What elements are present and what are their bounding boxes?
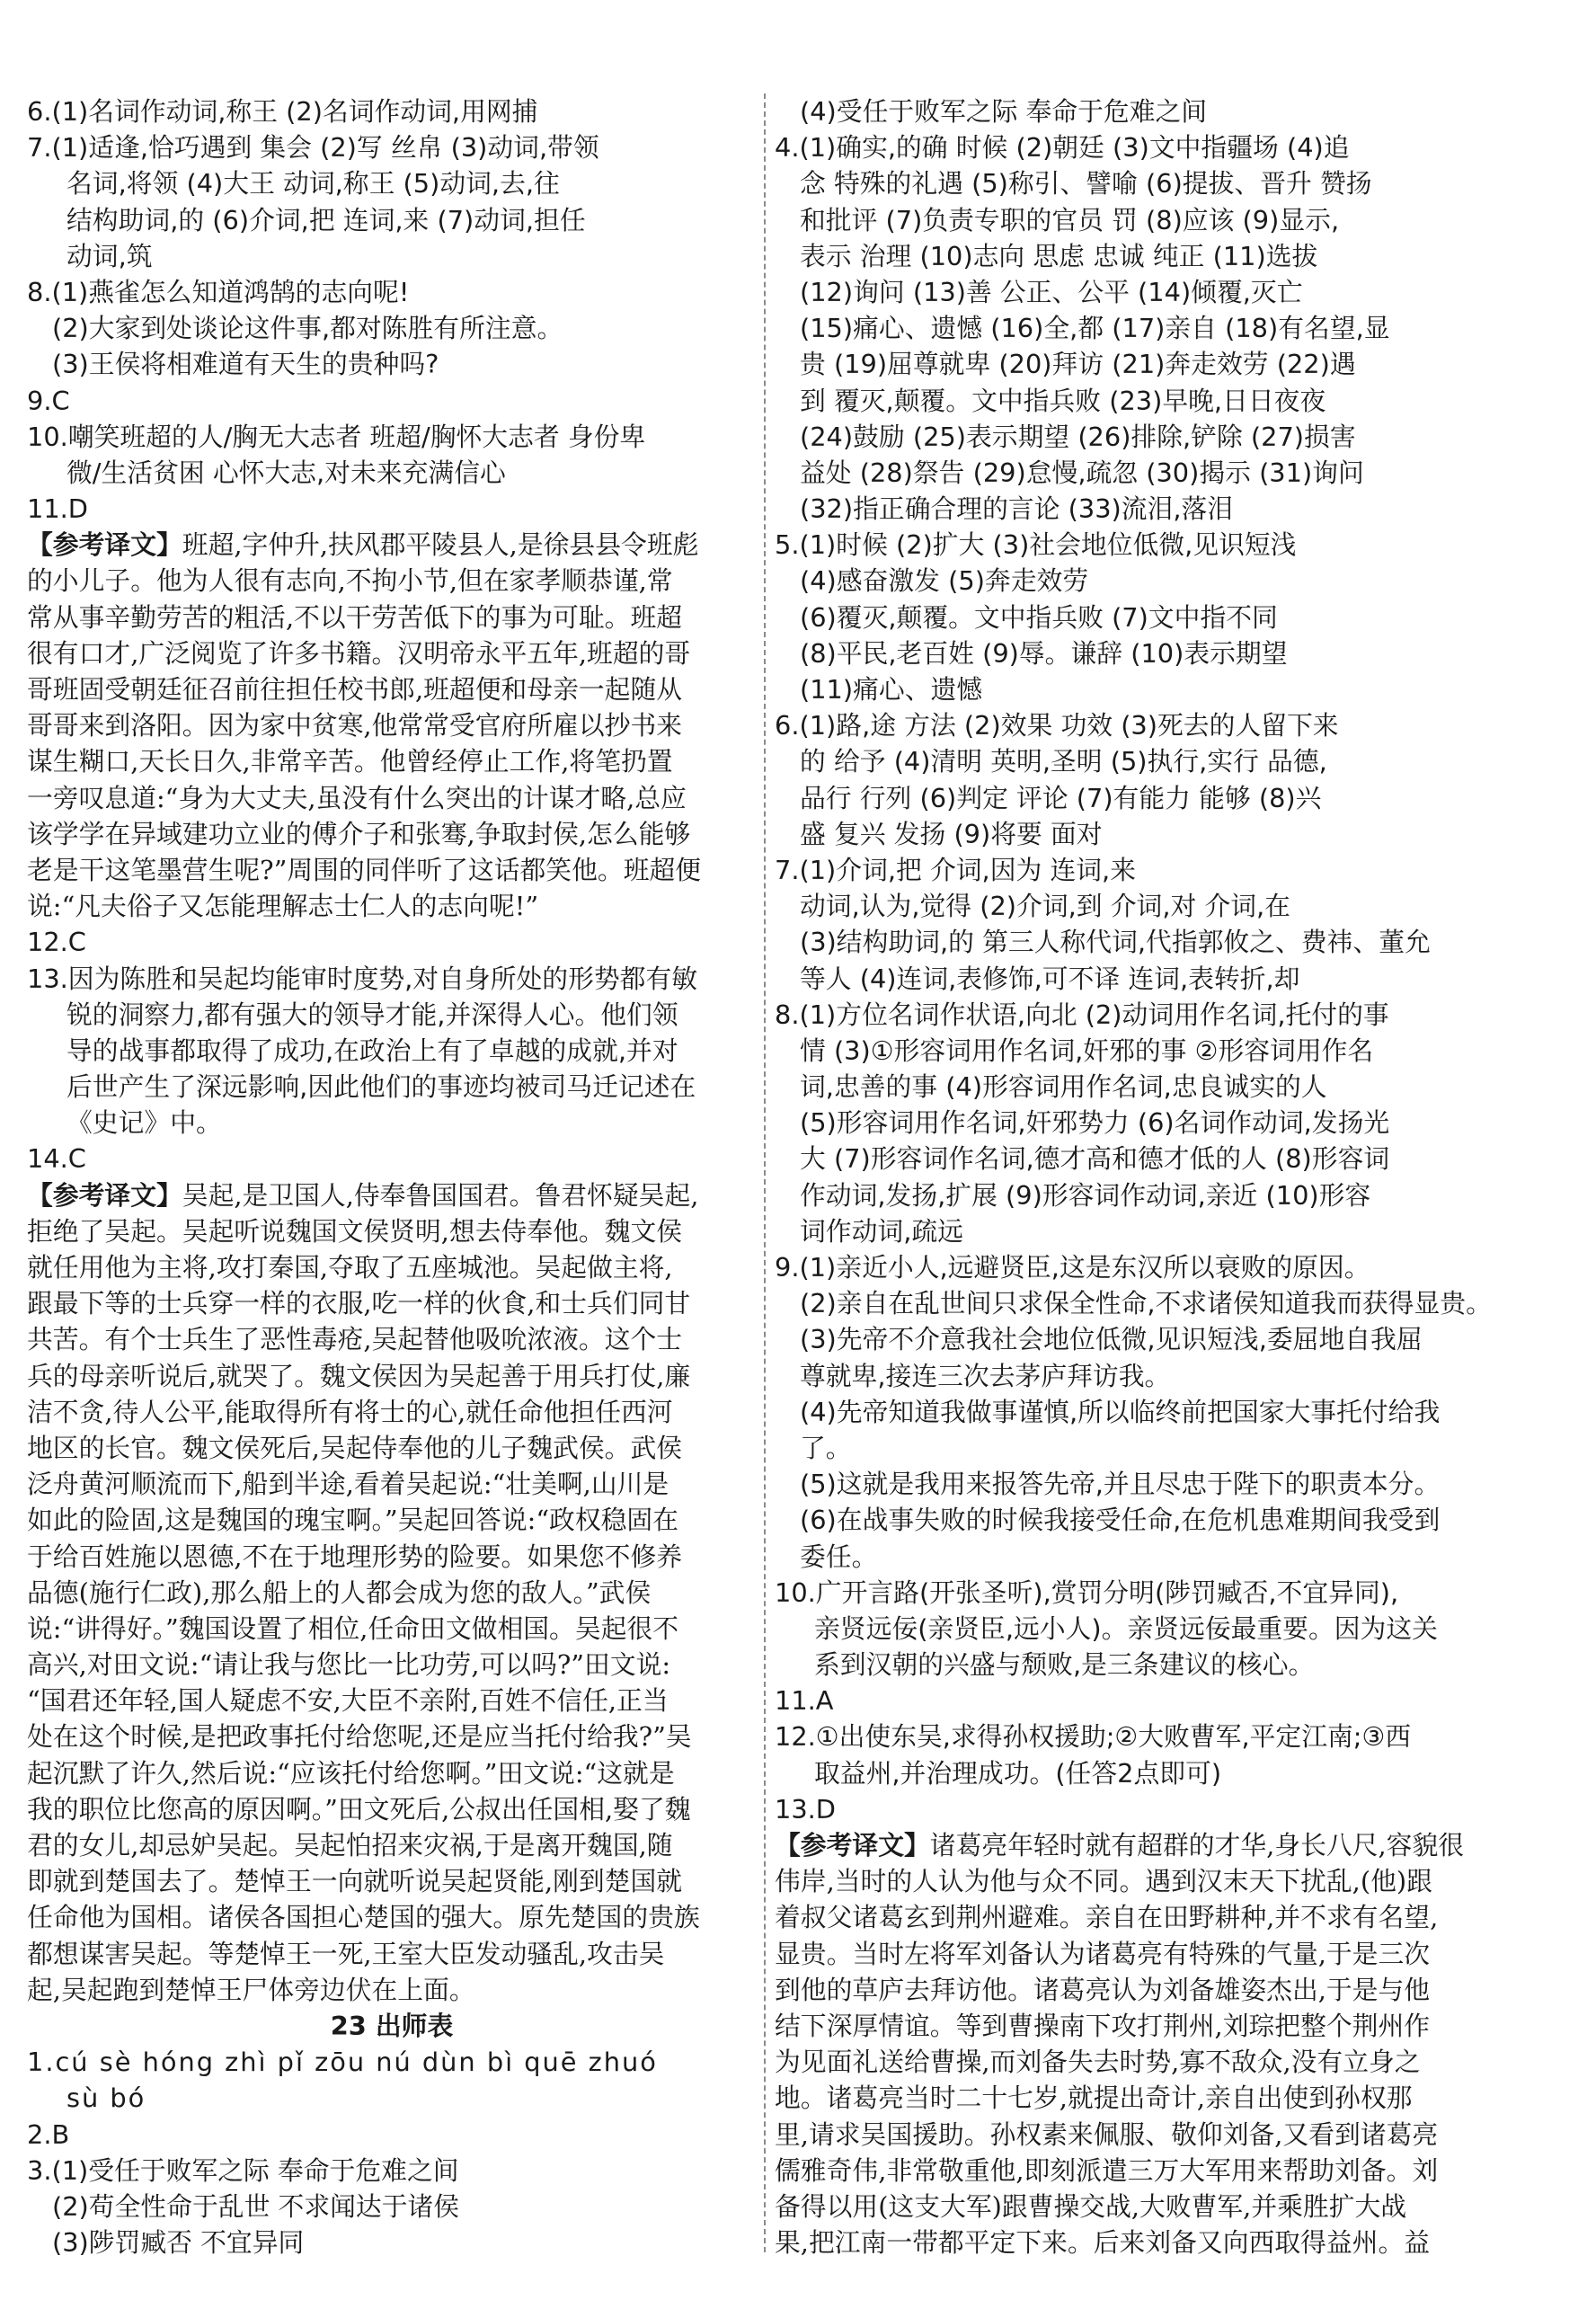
text-line: 动词,筑 [66, 240, 153, 271]
text-line: 名词,将领 (4)大王 动词,称王 (5)动词,去,往 [66, 168, 560, 200]
text-line: 导的战事都取得了成功,在政治上有了卓越的成就,并对 [66, 1035, 678, 1066]
text-line: 6.(1)路,途 方法 (2)效果 功效 (3)死去的人留下来 [775, 710, 1339, 742]
text-line: 儒雅奇伟,非常敬重他,即刻派遣三万大军用来帮助刘备。刘 [775, 2154, 1439, 2186]
text-line: 14.C [27, 1143, 86, 1175]
text-line: “国君还年轻,国人疑虑不安,大臣不亲附,百姓不信任,正当 [27, 1685, 669, 1717]
text-line: 13.D [775, 1793, 836, 1825]
text-line: 到 覆灭,颠覆。文中指兵败 (23)早晚,日日夜夜 [800, 385, 1326, 416]
text-line: 作动词,发扬,扩展 (9)形容词作动词,亲近 (10)形容 [800, 1179, 1371, 1211]
text-line: (4)先帝知道我做事谨慎,所以临终前把国家大事托付给我 [800, 1396, 1441, 1427]
text-line: 里,请求吴国援助。孙权素来佩服、敬仰刘备,又看到诸葛亮 [775, 2118, 1439, 2150]
text-line: (24)鼓励 (25)表示期望 (26)排除,铲除 (27)损害 [800, 421, 1356, 452]
text-line: 于给百姓施以恩德,不在于地理形势的险要。如果您不修养 [27, 1541, 683, 1572]
text-line: 起沉默了许久,然后说:“应该托付给您啊。”田文说:“这就是 [27, 1757, 675, 1789]
text-line: 果,把江南一带都平定下来。后来刘备又向西取得益州。益 [775, 2227, 1431, 2259]
text-line: 盛 复兴 发扬 (9)将要 面对 [800, 818, 1103, 849]
text-line: 地区的长官。魏文侯死后,吴起侍奉他的儿子魏武侯。武侯 [27, 1432, 683, 1463]
reference-translation-label: 【参考译文】 [27, 529, 182, 561]
text-line: 着叔父诸葛玄到荆州避难。亲自在田野耕种,并不求有名望, [775, 1902, 1439, 1933]
text-line: 共苦。有个士兵生了恶性毒疮,吴起替他吸吮浓液。这个士 [27, 1324, 683, 1355]
text-line: 君的女儿,却忌妒吴起。吴起怕招来灾祸,于是离开魏国,随 [27, 1830, 673, 1860]
text-line: (6)覆灭,颠覆。文中指兵败 (7)文中指不同 [800, 601, 1278, 633]
text-line: 贵 (19)屈尊就卑 (20)拜访 (21)奔走效劳 (22)遇 [800, 349, 1356, 380]
text-line: (3)陟罚臧否 不宜异同 [52, 2227, 305, 2259]
text-line: 11.D [27, 493, 88, 525]
text-line: 1.cú sè hóng zhì pǐ zōu nú dùn bì quē zhuó [27, 2047, 658, 2078]
text-line: 12.C [27, 927, 86, 958]
text-line: 10.嘲笑班超的人/胸无大志者 班超/胸怀大志者 身份卑 [27, 421, 646, 452]
text-line: (32)指正确合理的言论 (33)流泪,落泪 [800, 493, 1234, 525]
text-line: 7.(1)介词,把 介词,因为 连词,来 [775, 854, 1137, 885]
column-divider [764, 93, 766, 2252]
text-line: (4)受任于败军之际 奉命于危难之间 [800, 96, 1208, 127]
text-line: (3)先帝不介意我社会地位低微,见识短浅,委屈地自我屈 [800, 1324, 1423, 1355]
text-line: 8.(1)方位名词作状语,向北 (2)动词用作名词,托付的事 [775, 999, 1389, 1030]
text-line: 亲贤远佞(亲贤臣,远小人)。亲贤远佞最重要。因为这关 [814, 1612, 1438, 1644]
text-line: 就任用他为主将,攻打秦国,夺取了五座城池。吴起做主将, [27, 1252, 673, 1283]
text-line: 跟最下等的士兵穿一样的衣服,吃一样的伙食,和士兵们同甘 [27, 1288, 691, 1319]
text-line: 洁不贪,待人公平,能取得所有将士的心,就任命他担任西河 [27, 1396, 673, 1427]
text-line: 哥哥来到洛阳。因为家中贫寒,他常常受官府所雇以抄书来 [27, 710, 683, 742]
text-line: 了。 [800, 1432, 852, 1463]
text-line: 高兴,对田文说:“请让我与您比一比功劳,可以吗?”田文说: [27, 1649, 671, 1681]
text-line: 即就到楚国去了。楚悼王一向就听说吴起贤能,刚到楚国就 [27, 1866, 683, 1897]
text-line: 尊就卑,接连三次去茅庐拜访我。 [800, 1360, 1171, 1391]
text-line: (8)平民,老百姓 (9)辱。谦辞 (10)表示期望 [800, 637, 1288, 669]
text-line: 显贵。当时左将军刘备认为诸葛亮有特殊的气量,于是三次 [775, 1938, 1431, 1969]
text-line: 伟岸,当时的人认为他与众不同。遇到汉末天下扰乱,(他)跟 [775, 1866, 1432, 1897]
text-line: 很有口才,广泛阅览了许多书籍。汉明帝永平五年,班超的哥 [27, 637, 691, 669]
text-line: (6)在战事失败的时候我接受任命,在危机患难期间我受到 [800, 1505, 1441, 1536]
text-line: 品德(施行仁政),那么船上的人都会成为您的敌人。”武侯 [27, 1576, 652, 1608]
text-line: 【参考译文】诸葛亮年轻时就有超群的才华,身长八尺,容貌很 [775, 1830, 1465, 1860]
text-line: 到他的草庐去拜访他。诸葛亮认为刘备雄姿杰出,于是与他 [775, 1974, 1431, 2005]
text-line: (3)结构助词,的 第三人称代词,代指郭攸之、费祎、董允 [800, 927, 1431, 958]
text-line: (15)痛心、遗憾 (16)全,都 (17)亲自 (18)有名望,显 [800, 313, 1390, 344]
text-line: (11)痛心、遗憾 [800, 674, 983, 705]
text-line: 6.(1)名词作动词,称王 (2)名词作动词,用网捕 [27, 96, 538, 127]
text-line: 4.(1)确实,的确 时候 (2)朝廷 (3)文中指疆场 (4)追 [775, 132, 1350, 164]
reference-translation-label: 【参考译文】 [775, 1830, 930, 1860]
text-line: 结构助词,的 (6)介词,把 连词,来 (7)动词,担任 [66, 204, 586, 235]
text-line: 结下深厚情谊。等到曹操南下攻打荆州,刘琮把整个荆州作 [775, 2010, 1431, 2041]
text-line: 说:“凡夫俗子又怎能理解志士仁人的志向呢!” [27, 891, 539, 922]
text-line: 微/生活贫困 心怀大志,对未来充满信心 [66, 457, 506, 488]
text-line: (3)王侯将相难道有天生的贵种吗? [52, 349, 439, 380]
text-line: 地。诸葛亮当时二十七岁,就提出奇计,亲自出使到孙权那 [775, 2082, 1413, 2114]
text-line: 【参考译文】吴起,是卫国人,侍奉鲁国国君。鲁君怀疑吴起, [27, 1179, 699, 1211]
text-line: 锐的洞察力,都有强大的领导才能,并深得人心。他们领 [66, 999, 678, 1030]
text-line: 哥班固受朝廷征召前往担任校书郎,班超便和母亲一起随从 [27, 674, 683, 705]
text-line: 的小儿子。他为人很有志向,不拘小节,但在家孝顺恭谨,常 [27, 565, 673, 597]
text-line: 说:“讲得好。”魏国设置了相位,任命田文做相国。吴起很不 [27, 1612, 679, 1644]
text-line: 一旁叹息道:“身为大丈夫,虽没有什么突出的计谋才略,总应 [27, 782, 687, 813]
text-line: 为见面礼送给曹操,而刘备失去时势,寡不敌众,没有立身之 [775, 2047, 1421, 2078]
text-line: 后世产生了深远影响,因此他们的事迹均被司马迁记述在 [66, 1071, 696, 1103]
text-line: (5)这就是我用来报答先帝,并且尽忠于陛下的职责本分。 [800, 1469, 1441, 1500]
text-line: sù bó [66, 2082, 146, 2114]
text-line: 等人 (4)连词,表修饰,可不译 连词,表转折,却 [800, 963, 1300, 994]
text-line: 备得以用(这支大军)跟曹操交战,大败曹军,并乘胜扩大战 [775, 2190, 1407, 2222]
text-line: 益处 (28)祭告 (29)怠慢,疏忽 (30)揭示 (31)询问 [800, 457, 1364, 488]
text-line: 任命他为国相。诸侯各国担心楚国的强大。原先楚国的贵族 [27, 1902, 700, 1933]
text-line: 常从事辛勤劳苦的粗活,不以干劳苦低下的事为可耻。班超 [27, 601, 683, 633]
text-line: 情 (3)①形容词用作名词,奸邪的事 ②形容词用作名 [800, 1035, 1374, 1066]
text-line: 都想谋害吴起。等楚悼王一死,王室大臣发动骚乱,攻击吴 [27, 1938, 665, 1969]
text-line: 泛舟黄河顺流而下,船到半途,看着吴起说:“壮美啊,山川是 [27, 1469, 669, 1500]
text-line: (2)大家到处谈论这件事,都对陈胜有所注意。 [52, 313, 563, 344]
text-line: 拒绝了吴起。吴起听说魏国文侯贤明,想去侍奉他。魏文侯 [27, 1215, 683, 1247]
text-line: 品行 行列 (6)判定 评论 (7)有能力 能够 (8)兴 [800, 782, 1322, 813]
text-line: (2)苟全性命于乱世 不求闻达于诸侯 [52, 2190, 460, 2222]
text-line: (12)询问 (13)善 公正、公平 (14)倾覆,灭亡 [800, 276, 1303, 307]
text-line: 委任。 [800, 1541, 878, 1572]
text-line: (5)形容词用作名词,奸邪势力 (6)名词作动词,发扬光 [800, 1107, 1390, 1139]
text-line: 取益州,并治理成功。(任答2点即可) [814, 1757, 1222, 1789]
text-line: 该学学在异域建功立业的傅介子和张骞,争取封侯,怎么能够 [27, 818, 691, 849]
text-line: 大 (7)形容词作名词,德才高和德才低的人 (8)形容词 [800, 1143, 1390, 1175]
text-line: 【参考译文】班超,字仲升,扶风郡平陵县人,是徐县县令班彪 [27, 529, 699, 561]
text-line: 13.因为陈胜和吴起均能审时度势,对自身所处的形势都有敏 [27, 963, 698, 994]
text-line: 起,吴起跑到楚悼王尸体旁边伏在上面。 [27, 1974, 475, 2005]
reference-translation-label: 【参考译文】 [27, 1179, 182, 1211]
text-line: 2.B [27, 2118, 70, 2150]
text-line: 9.C [27, 385, 70, 416]
text-line: 系到汉朝的兴盛与颓败,是三条建议的核心。 [814, 1649, 1315, 1681]
text-line: (2)亲自在乱世间只求保全性命,不求诸侯知道我而获得显贵。 [800, 1288, 1492, 1319]
text-line: 《史记》中。 [66, 1107, 222, 1139]
text-line: 10.广开言路(开张圣听),赏罚分明(陟罚臧否,不宜异同), [775, 1576, 1399, 1608]
section-heading: 23 出师表 [330, 2010, 454, 2041]
text-line: (4)感奋激发 (5)奔走效劳 [800, 565, 1089, 597]
text-line: 老是干这笔墨营生呢?”周围的同伴听了这话都笑他。班超便 [27, 854, 702, 885]
text-line: 谋生糊口,天长日久,非常辛苦。他曾经停止工作,将笔扔置 [27, 746, 673, 777]
text-line: 兵的母亲听说后,就哭了。魏文侯因为吴起善于用兵打仗,廉 [27, 1360, 691, 1391]
text-line: 如此的险固,这是魏国的瑰宝啊。”吴起回答说:“政权稳固在 [27, 1505, 679, 1536]
text-line: 念 特殊的礼遇 (5)称引、譬喻 (6)提拔、晋升 赞扬 [800, 168, 1372, 200]
right-column [775, 93, 1494, 2260]
text-line: 3.(1)受任于败军之际 奉命于危难之间 [27, 2154, 459, 2186]
text-line: 12.①出使东吴,求得孙权援助;②大败曹军,平定江南;③西 [775, 1721, 1412, 1753]
text-line: 动词,认为,觉得 (2)介词,到 介词,对 介词,在 [800, 891, 1290, 922]
text-line: 和批评 (7)负责专职的官员 罚 (8)应该 (9)显示, [800, 204, 1340, 235]
left-column [27, 93, 757, 2260]
text-line: 表示 治理 (10)志向 思虑 忠诚 纯正 (11)选拔 [800, 240, 1318, 271]
text-line: 5.(1)时候 (2)扩大 (3)社会地位低微,见识短浅 [775, 529, 1297, 561]
text-line: 词作动词,疏远 [800, 1215, 963, 1247]
text-line: 11.A [775, 1685, 834, 1717]
text-line: 8.(1)燕雀怎么知道鸿鹄的志向呢! [27, 276, 410, 307]
text-line: 的 给予 (4)清明 英明,圣明 (5)执行,实行 品德, [800, 746, 1327, 777]
text-line: 处在这个时候,是把政事托付给您呢,还是应当托付给我?”吴 [27, 1721, 692, 1753]
text-line: 我的职位比您高的原因啊。”田文死后,公叔出任国相,娶了魏 [27, 1793, 691, 1825]
text-line: 9.(1)亲近小人,远避贤臣,这是东汉所以衰败的原因。 [775, 1252, 1370, 1283]
text-line: 词,忠善的事 (4)形容词用作名词,忠良诚实的人 [800, 1071, 1327, 1103]
text-line: 7.(1)适逢,恰巧遇到 集会 (2)写 丝帛 (3)动词,带领 [27, 132, 599, 164]
